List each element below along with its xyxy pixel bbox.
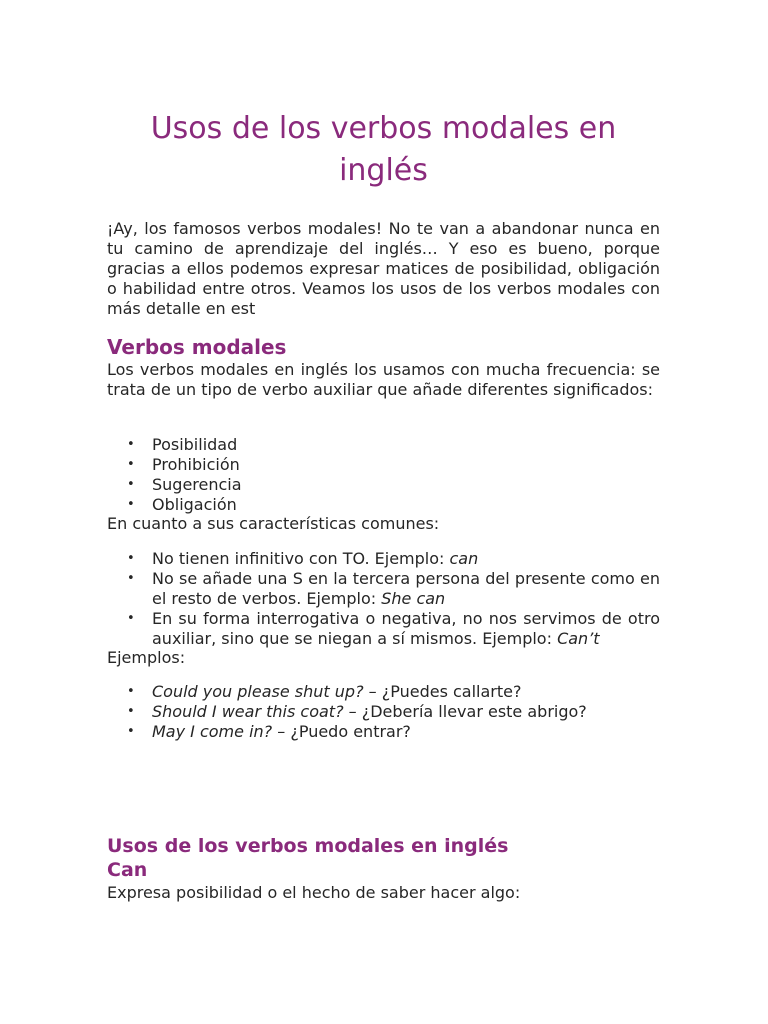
examples-intro: Ejemplos: — [107, 648, 186, 667]
section1-paragraph: Los verbos modales en inglés los usamos con mucha frecuencia: se trata de un tipo de verbo auxiliar que añade diferentes significados: — [107, 360, 660, 399]
section-heading-verbos-modales: Verbos modales — [107, 335, 287, 359]
list-item: • Sugerencia — [127, 475, 242, 494]
bullet-icon: • — [127, 551, 135, 566]
bullet-icon: • — [127, 611, 135, 626]
can-paragraph: Expresa posibilidad o el hecho de saber hacer algo: — [107, 883, 521, 902]
bullet-icon: • — [127, 704, 135, 719]
characteristics-intro: En cuanto a sus características comunes: — [107, 514, 440, 533]
list-item: • Prohibición — [127, 455, 240, 474]
intro-paragraph: ¡Ay, los famosos verbos modales! No te van a abandonar nunca en tu camino de aprendizaje del inglés… Y eso es bueno, porque gracias a ellos podemos expresar matices de posibilidad, obligación o habilidad entre otros. Veamos los usos de los verbos modales con más detalle en est — [107, 219, 660, 318]
list-item: • Could you please shut up? – ¿Puedes callarte? — [127, 682, 522, 701]
bullet-icon: • — [127, 571, 135, 586]
section-heading-usos: Usos de los verbos modales en inglés — [107, 835, 509, 857]
list-item: • Obligación — [127, 495, 237, 514]
bullet-icon: • — [127, 497, 135, 512]
list-item: • En su forma interrogativa o negativa, no nos servimos de otro auxiliar, sino que se niegan a sí mismos. Ejemplo: Can’t — [127, 609, 660, 648]
bullet-icon: • — [127, 437, 135, 452]
list-item: • No se añade una S en la tercera persona del presente como en el resto de verbos. Ejemplo: She can — [127, 569, 660, 608]
meanings-list — [107, 435, 660, 515]
list-item: • No tienen infinitivo con TO. Ejemplo: can — [127, 549, 479, 568]
bullet-icon: • — [127, 684, 135, 699]
bullet-icon: • — [127, 477, 135, 492]
document-title: Usos de los verbos modales en inglés — [150, 111, 617, 188]
bullet-icon: • — [127, 457, 135, 472]
subheading-can: Can — [107, 859, 148, 881]
list-item: • May I come in? – ¿Puedo entrar? — [127, 722, 411, 741]
characteristics-list — [107, 549, 660, 649]
list-item: • Should I wear this coat? – ¿Debería llevar este abrigo? — [127, 702, 587, 721]
examples-list — [107, 682, 660, 742]
bullet-icon: • — [127, 724, 135, 739]
list-item: • Posibilidad — [127, 435, 238, 454]
